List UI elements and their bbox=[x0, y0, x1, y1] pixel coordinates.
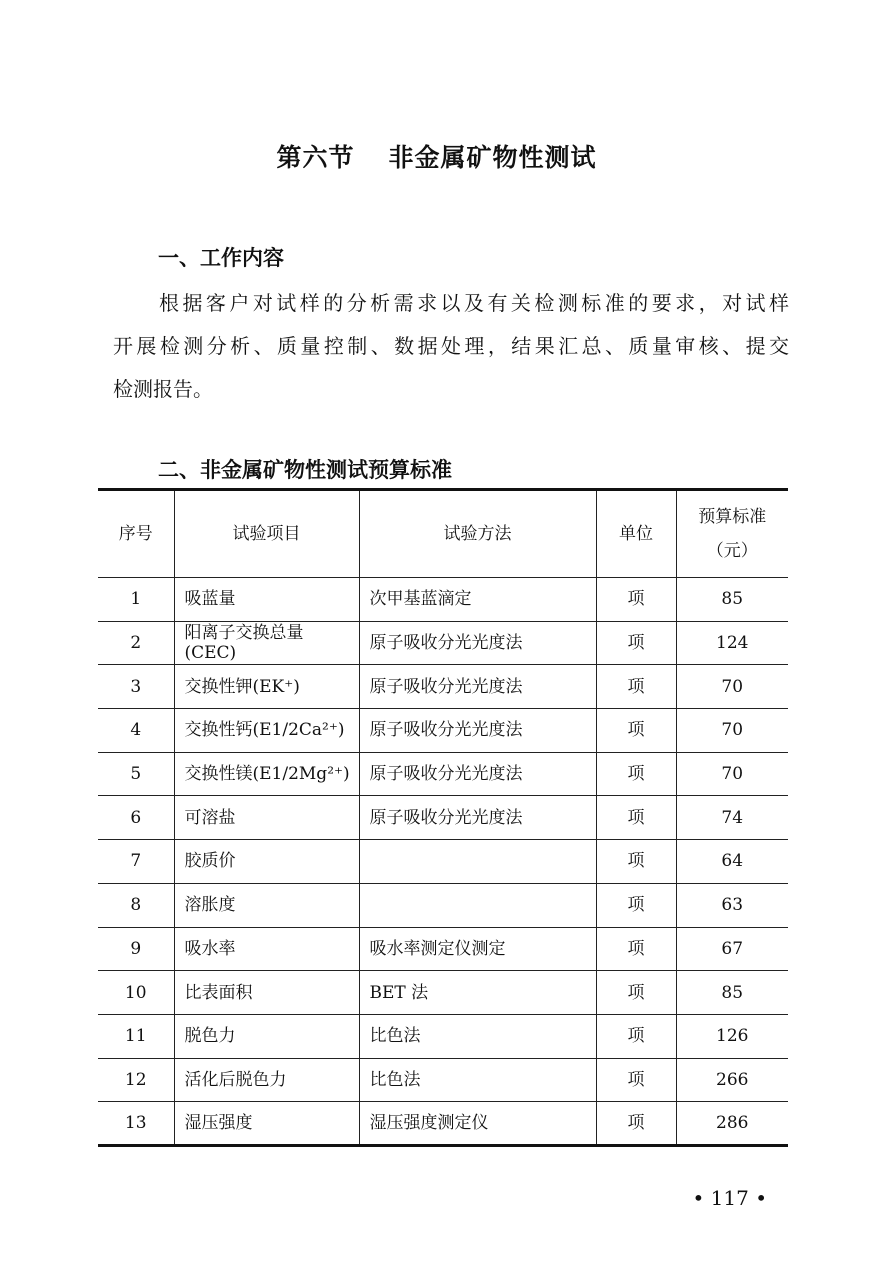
cell-item: 溶胀度 bbox=[174, 883, 359, 927]
cell-item: 活化后脱色力 bbox=[174, 1058, 359, 1102]
section-number: 第六节 bbox=[276, 143, 355, 172]
cell-no: 12 bbox=[98, 1058, 174, 1102]
cell-unit: 项 bbox=[596, 927, 676, 971]
cell-item: 比表面积 bbox=[174, 971, 359, 1015]
cell-price: 126 bbox=[676, 1014, 788, 1058]
cell-unit: 项 bbox=[596, 709, 676, 753]
cell-item: 交换性钙(E1/2Ca²⁺) bbox=[174, 709, 359, 753]
cell-unit: 项 bbox=[596, 578, 676, 622]
header-budget-unit: （元） bbox=[706, 541, 758, 561]
cell-no: 6 bbox=[98, 796, 174, 840]
cell-method: BET 法 bbox=[359, 971, 596, 1015]
cell-method bbox=[359, 883, 596, 927]
cell-no: 1 bbox=[98, 578, 174, 622]
cell-price: 85 bbox=[676, 578, 788, 622]
cell-unit: 项 bbox=[596, 621, 676, 665]
cell-item: 吸水率 bbox=[174, 927, 359, 971]
cell-price: 64 bbox=[676, 840, 788, 884]
header-budget-label: 预算标准 bbox=[698, 507, 767, 527]
cell-unit: 项 bbox=[596, 1014, 676, 1058]
cell-method: 比色法 bbox=[359, 1058, 596, 1102]
cell-item: 交换性钾(EK⁺) bbox=[174, 665, 359, 709]
cell-no: 3 bbox=[98, 665, 174, 709]
cell-method: 次甲基蓝滴定 bbox=[359, 578, 596, 622]
cell-unit: 项 bbox=[596, 665, 676, 709]
table-row bbox=[98, 578, 788, 622]
cell-price: 85 bbox=[676, 971, 788, 1015]
section-name: 非金属矿物性测试 bbox=[388, 143, 597, 172]
cell-method: 原子吸收分光光度法 bbox=[359, 709, 596, 753]
cell-unit: 项 bbox=[596, 971, 676, 1015]
table-row bbox=[98, 1058, 788, 1102]
cell-no: 2 bbox=[98, 621, 174, 665]
header-method: 试验方法 bbox=[359, 490, 596, 578]
cell-item: 胶质价 bbox=[174, 840, 359, 884]
header-no: 序号 bbox=[98, 490, 174, 578]
cell-item: 吸蓝量 bbox=[174, 578, 359, 622]
cell-price: 266 bbox=[676, 1058, 788, 1102]
cell-item: 交换性镁(E1/2Mg²⁺) bbox=[174, 752, 359, 796]
cell-price: 70 bbox=[676, 709, 788, 753]
cell-method: 原子吸收分光光度法 bbox=[359, 621, 596, 665]
cell-unit: 项 bbox=[596, 883, 676, 927]
cell-no: 9 bbox=[98, 927, 174, 971]
cell-no: 13 bbox=[98, 1102, 174, 1146]
cell-price: 286 bbox=[676, 1102, 788, 1146]
section-title bbox=[0, 138, 873, 174]
cell-method: 原子吸收分光光度法 bbox=[359, 752, 596, 796]
cell-method: 原子吸收分光光度法 bbox=[359, 665, 596, 709]
cell-price: 70 bbox=[676, 665, 788, 709]
cell-unit: 项 bbox=[596, 1102, 676, 1146]
cell-method bbox=[359, 840, 596, 884]
cell-unit: 项 bbox=[596, 1058, 676, 1102]
heading-work-content: 一、工作内容 bbox=[158, 246, 284, 270]
table-row bbox=[98, 709, 788, 753]
cell-item: 可溶盐 bbox=[174, 796, 359, 840]
cell-item: 阳离子交换总量(CEC) bbox=[174, 621, 359, 665]
cell-no: 4 bbox=[98, 709, 174, 753]
table-row bbox=[98, 927, 788, 971]
paragraph-line: 开展检测分析、质量控制、数据处理，结果汇总、质量审核、提交 bbox=[113, 334, 789, 358]
table-row bbox=[98, 1102, 788, 1146]
table-header-row bbox=[98, 490, 788, 578]
cell-no: 8 bbox=[98, 883, 174, 927]
table-row bbox=[98, 1014, 788, 1058]
cell-no: 11 bbox=[98, 1014, 174, 1058]
cell-unit: 项 bbox=[596, 840, 676, 884]
paragraph-line: 根据客户对试样的分析需求以及有关检测标准的要求，对试样 bbox=[159, 291, 789, 315]
header-item: 试验项目 bbox=[174, 490, 359, 578]
table-body bbox=[98, 578, 788, 1146]
work-content-paragraph bbox=[113, 282, 789, 411]
cell-price: 74 bbox=[676, 796, 788, 840]
table-row bbox=[98, 752, 788, 796]
paragraph-line: 检测报告。 bbox=[113, 377, 213, 401]
header-unit: 单位 bbox=[596, 490, 676, 578]
table-row bbox=[98, 840, 788, 884]
page-number: • 117 • bbox=[692, 1186, 767, 1210]
cell-price: 67 bbox=[676, 927, 788, 971]
heading-budget-standard: 二、非金属矿物性测试预算标准 bbox=[158, 458, 452, 482]
budget-table bbox=[98, 488, 788, 1147]
cell-item: 湿压强度 bbox=[174, 1102, 359, 1146]
cell-price: 63 bbox=[676, 883, 788, 927]
cell-price: 70 bbox=[676, 752, 788, 796]
cell-unit: 项 bbox=[596, 752, 676, 796]
cell-item: 脱色力 bbox=[174, 1014, 359, 1058]
cell-method: 比色法 bbox=[359, 1014, 596, 1058]
header-budget bbox=[676, 490, 788, 578]
cell-method: 吸水率测定仪测定 bbox=[359, 927, 596, 971]
table-row bbox=[98, 796, 788, 840]
table-row bbox=[98, 621, 788, 665]
table-row bbox=[98, 971, 788, 1015]
table-row bbox=[98, 665, 788, 709]
cell-unit: 项 bbox=[596, 796, 676, 840]
cell-no: 5 bbox=[98, 752, 174, 796]
cell-no: 10 bbox=[98, 971, 174, 1015]
cell-method: 原子吸收分光光度法 bbox=[359, 796, 596, 840]
cell-price: 124 bbox=[676, 621, 788, 665]
table-row bbox=[98, 883, 788, 927]
cell-method: 湿压强度测定仪 bbox=[359, 1102, 596, 1146]
cell-no: 7 bbox=[98, 840, 174, 884]
